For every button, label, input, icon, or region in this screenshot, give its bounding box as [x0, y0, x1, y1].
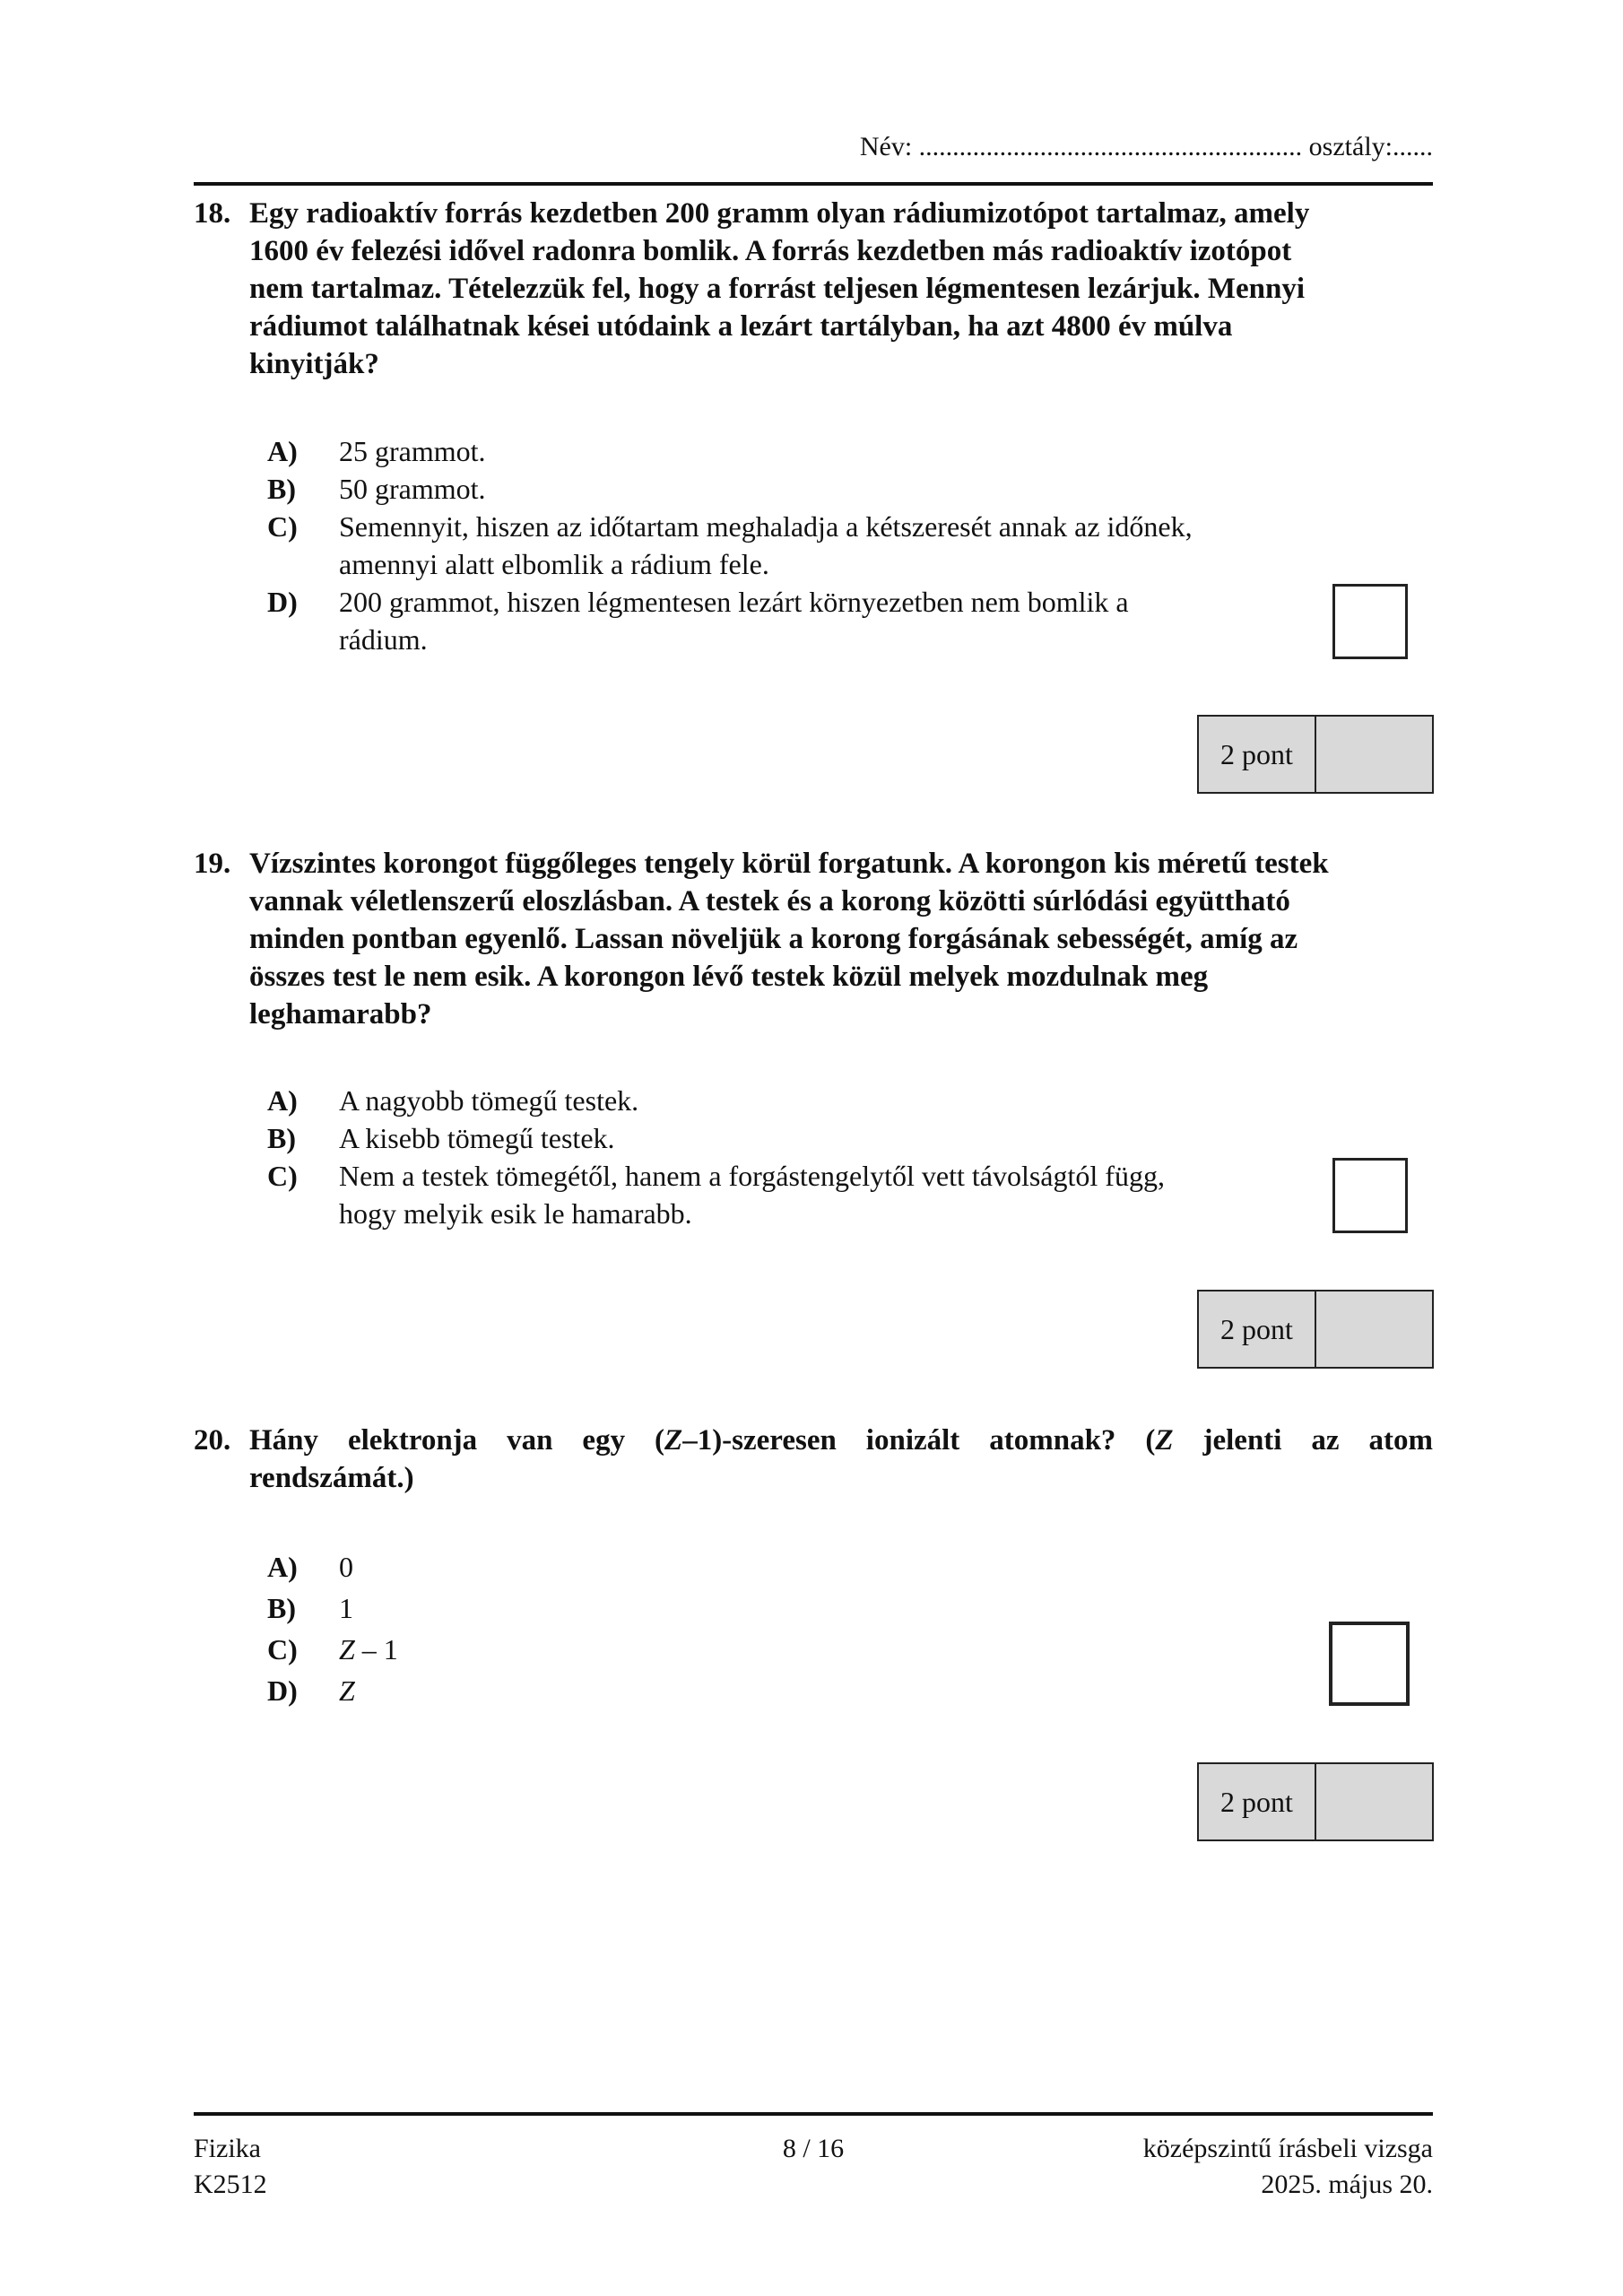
option-label: A) [267, 435, 298, 467]
header-rule [194, 182, 1433, 186]
question-line: nem tartalmaz. Tételezzük fel, hogy a forrást teljesen légmentesen lezárjuk. Mennyi [249, 273, 1305, 305]
question-number: 19. [194, 848, 231, 880]
option-line: amennyi alatt elbomlik a rádium fele. [339, 548, 769, 580]
score-table-20 [1197, 1762, 1434, 1841]
question-number: 20. [194, 1424, 231, 1457]
answer-box-20[interactable] [1329, 1622, 1410, 1706]
name-class-field: Név: ......................................................... osztály:...... [859, 132, 1433, 161]
question-18-text [249, 195, 1433, 383]
page-number: 8 / 16 [782, 2134, 845, 2163]
option-line: rádium. [339, 623, 428, 656]
answer-box-18[interactable] [1332, 584, 1408, 659]
question-line: rendszámát.) [249, 1462, 414, 1494]
earned-points-cell[interactable] [1316, 1764, 1432, 1839]
question-line: vannak véletlenszerű eloszlásban. A testek és a korong közötti súrlódási együttható [249, 885, 1290, 918]
max-points-cell: 2 pont [1199, 717, 1316, 792]
question-20-text [249, 1422, 1433, 1497]
question-line: minden pontban egyenlő. Lassan növeljük a korong forgásának sebességét, amíg az [249, 923, 1298, 955]
option-text: A kisebb tömegű testek. [339, 1122, 615, 1154]
question-line: összes test le nem esik. A korongon lévő testek közül melyek mozdulnak meg [249, 961, 1209, 993]
option-text [339, 583, 1129, 658]
question-line: rádiumot találhatnak kései utódaink a lezárt tartályban, ha azt 4800 év múlva [249, 310, 1233, 343]
footer-rule [194, 2112, 1433, 2116]
footer-code: K2512 [194, 2170, 267, 2199]
option-text [339, 1157, 1165, 1232]
score-table-18 [1197, 715, 1434, 794]
option-label: D) [267, 586, 298, 618]
option-text: 0 [339, 1551, 353, 1583]
option-line: 200 grammot, hiszen légmentesen lezárt környezetben nem bomlik a [339, 586, 1129, 618]
question-line: Hány elektronja van egy (Z–1)-szeresen ionizált atomnak? (Z jelenti az atom [249, 1424, 1433, 1457]
answer-box-19[interactable] [1332, 1158, 1408, 1233]
question-19-text [249, 845, 1433, 1033]
option-text: Z [339, 1674, 355, 1707]
question-line: Vízszintes korongot függőleges tengely körül forgatunk. A korongon kis méretű testek [249, 848, 1329, 880]
question-number: 18. [194, 197, 231, 230]
earned-points-cell[interactable] [1316, 717, 1432, 792]
option-text [339, 508, 1193, 583]
footer-subject: Fizika [194, 2134, 261, 2163]
max-points-cell: 2 pont [1199, 1764, 1316, 1839]
option-label: C) [267, 1633, 298, 1665]
option-label: D) [267, 1674, 298, 1707]
question-line: leghamarabb? [249, 998, 432, 1031]
option-label: A) [267, 1551, 298, 1583]
option-text: Z – 1 [339, 1633, 398, 1665]
earned-points-cell[interactable] [1316, 1292, 1432, 1367]
question-line: kinyitják? [249, 348, 379, 380]
option-line: Semennyit, hiszen az időtartam meghaladja a kétszeresét annak az időnek, [339, 510, 1193, 543]
max-points-cell: 2 pont [1199, 1292, 1316, 1367]
option-line: Nem a testek tömegétől, hanem a forgástengelytől vett távolságtól függ, [339, 1160, 1165, 1192]
score-table-19 [1197, 1290, 1434, 1369]
option-label: C) [267, 1160, 298, 1192]
option-text: A nagyobb tömegű testek. [339, 1084, 639, 1117]
footer-date: 2025. május 20. [1261, 2170, 1433, 2199]
option-text: 1 [339, 1592, 353, 1624]
question-line: Egy radioaktív forrás kezdetben 200 gramm olyan rádiumizotópot tartalmaz, amely [249, 197, 1310, 230]
option-line: hogy melyik esik le hamarabb. [339, 1197, 692, 1230]
option-label: B) [267, 473, 296, 505]
option-label: C) [267, 510, 298, 543]
option-label: A) [267, 1084, 298, 1117]
option-label: B) [267, 1122, 296, 1154]
option-text: 25 grammot. [339, 435, 486, 467]
option-text: 50 grammot. [339, 473, 486, 505]
option-label: B) [267, 1592, 296, 1624]
footer-exam-type: középszintű írásbeli vizsga [1142, 2134, 1433, 2163]
question-line: 1600 év felezési idővel radonra bomlik. A forrás kezdetben más radioaktív izotópot [249, 235, 1292, 267]
